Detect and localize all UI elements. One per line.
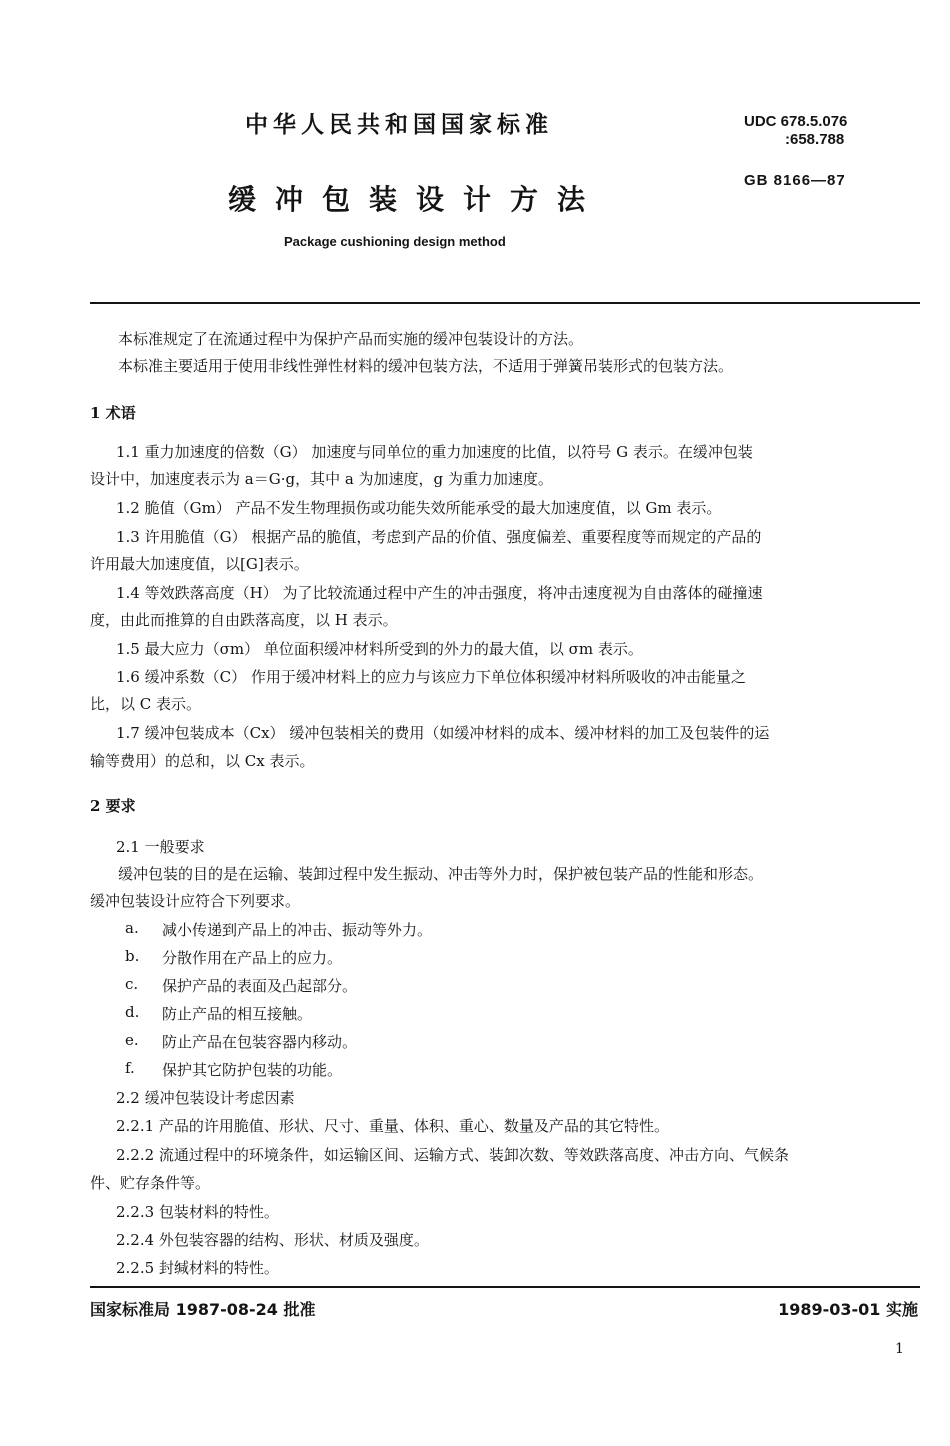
term-1-3-line2: 许用最大加速度值，以[G]表示。 [90, 555, 309, 573]
requirement-letter: e. [125, 1031, 139, 1049]
subsection-2-2-5: 2.2.5 封缄材料的特性。 [116, 1259, 279, 1277]
subsection-2-2-1: 2.2.1 产品的许用脆值、形状、尺寸、重量、体积、重心、数量及产品的其它特性。 [116, 1117, 669, 1135]
term-1-3-line1: 1.3 许用脆值（G） 根据产品的脆值，考虑到产品的价值、强度偏差、重要程度等而规定的产品的 [116, 528, 762, 546]
header-divider [90, 302, 920, 304]
standard-title: 中华人民共和国国家标准 [245, 112, 553, 138]
subsection-2-2-2-line2: 件、贮存条件等。 [90, 1174, 211, 1192]
requirement-item: 防止产品的相互接触。 [162, 1005, 313, 1023]
requirement-letter: b. [125, 947, 140, 965]
requirement-item: 分散作用在产品上的应力。 [162, 949, 343, 967]
gb-number: GB 8166—87 [744, 172, 846, 189]
subsection-2-2-3: 2.2.3 包装材料的特性。 [116, 1203, 279, 1221]
intro-paragraph-1: 本标准规定了在流通过程中为保护产品而实施的缓冲包装设计的方法。 [118, 330, 584, 348]
subsection-2-2-4: 2.2.4 外包装容器的结构、形状、材质及强度。 [116, 1231, 429, 1249]
requirement-letter: c. [125, 975, 139, 993]
term-1-4-line2: 度，由此而推算的自由跌落高度，以 H 表示。 [90, 611, 398, 629]
subsection-2-1-para-line1: 缓冲包装的目的是在运输、装卸过程中发生振动、冲击等外力时，保护被包装产品的性能和形态。 [118, 865, 764, 883]
document-title: 缓冲包装设计方法 [228, 183, 605, 216]
effective-date: 1989-03-01 实施 [778, 1300, 918, 1319]
term-1-5: 1.5 最大应力（σm） 单位面积缓冲材料所受到的外力的最大值，以 σm 表示。 [116, 640, 643, 658]
term-1-7-line2: 输等费用）的总和，以 Cx 表示。 [90, 752, 315, 770]
term-1-7-line1: 1.7 缓冲包装成本（Cx） 缓冲包装相关的费用（如缓冲材料的成本、缓冲材料的加工及包装件的运 [116, 724, 770, 742]
approval-date: 国家标准局 1987-08-24 批准 [90, 1300, 316, 1319]
requirement-item: 防止产品在包装容器内移动。 [162, 1033, 358, 1051]
requirement-letter: f. [125, 1059, 135, 1077]
requirement-item: 减小传递到产品上的冲击、振动等外力。 [162, 921, 433, 939]
term-1-6-line1: 1.6 缓冲系数（C） 作用于缓冲材料上的应力与该应力下单位体积缓冲材料所吸收的冲击能量之 [116, 668, 746, 686]
term-1-1-line1: 1.1 重力加速度的倍数（G） 加速度与同单位的重力加速度的比值，以符号 G 表示。在缓冲包装 [116, 443, 753, 461]
term-1-6-line2: 比，以 C 表示。 [90, 695, 202, 713]
term-1-2: 1.2 脆值（Gm） 产品不发生物理损伤或功能失效所能承受的最大加速度值，以 Gm 表示。 [116, 499, 722, 517]
page-number: 1 [895, 1341, 904, 1357]
term-1-1-line2: 设计中，加速度表示为 a＝G·g，其中 a 为加速度，g 为重力加速度。 [90, 470, 553, 488]
section-2-heading: 2 要求 [90, 797, 136, 815]
requirement-item: 保护产品的表面及凸起部分。 [162, 977, 358, 995]
subsection-2-1-heading: 2.1 一般要求 [116, 838, 205, 856]
udc-code: UDC 678.5.076 [744, 113, 848, 130]
subsection-2-2-heading: 2.2 缓冲包装设计考虑因素 [116, 1089, 295, 1107]
intro-paragraph-2: 本标准主要适用于使用非线性弹性材料的缓冲包装方法，不适用于弹簧吊装形式的包装方法。 [118, 357, 734, 375]
requirement-letter: a. [125, 919, 139, 937]
document-title-english: Package cushioning design method [284, 234, 506, 249]
requirement-item: 保护其它防护包装的功能。 [162, 1061, 343, 1079]
udc-code-secondary: :658.788 [785, 131, 845, 148]
section-1-heading: 1 术语 [90, 404, 136, 422]
subsection-2-2-2-line1: 2.2.2 流通过程中的环境条件，如运输区间、运输方式、装卸次数、等效跌落高度、冲击方向、气候条 [116, 1146, 789, 1164]
subsection-2-1-para-line2: 缓冲包装设计应符合下列要求。 [90, 892, 301, 910]
term-1-4-line1: 1.4 等效跌落高度（H） 为了比较流通过程中产生的冲击强度，将冲击速度视为自由落体的碰撞速 [116, 584, 763, 602]
requirement-letter: d. [125, 1003, 140, 1021]
footer-divider [90, 1286, 920, 1288]
